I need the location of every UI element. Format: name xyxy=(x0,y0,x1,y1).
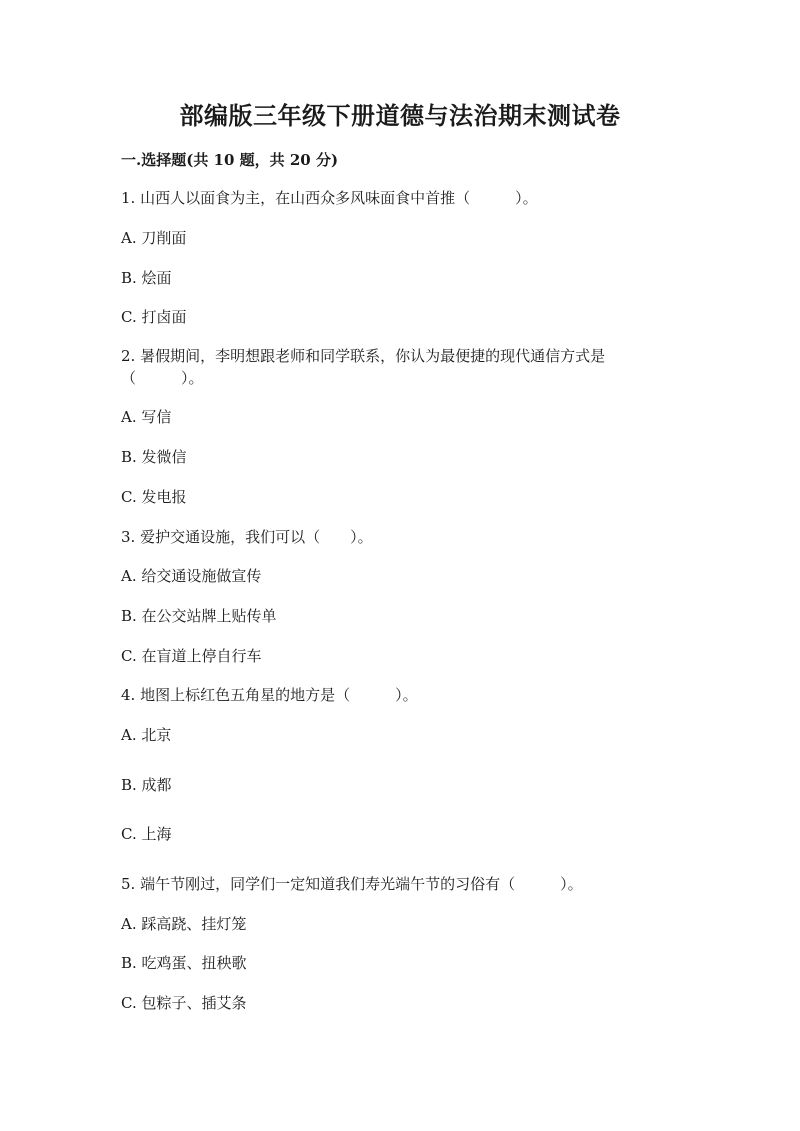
question-2-stem: 2. 暑假期间，李明想跟老师和同学联系，你认为最便捷的现代通信方式是（ ）。 xyxy=(121,347,606,387)
question-3-option-a: A. 给交通设施做宣传 xyxy=(121,567,262,585)
question-2-option-c: C. 发电报 xyxy=(121,488,187,506)
question-4-option-a: A. 北京 xyxy=(121,726,172,744)
question-3-option-b: B. 在公交站牌上贴传单 xyxy=(121,607,277,625)
question-1-option-a: A. 刀削面 xyxy=(121,229,187,247)
section-heading: 一.选择题(共 10 题，共 20 分) xyxy=(121,151,339,169)
question-5-option-c: C. 包粽子、插艾条 xyxy=(121,994,247,1012)
question-5-stem: 5. 端午节刚过，同学们一定知道我们寿光端午节的习俗有（ ）。 xyxy=(121,875,583,893)
question-4-stem: 4. 地图上标红色五角星的地方是（ ）。 xyxy=(121,686,418,704)
question-1-option-c: C. 打卤面 xyxy=(121,308,187,326)
question-4-option-b: B. 成都 xyxy=(121,776,172,794)
question-1-stem: 1. 山西人以面食为主，在山西众多风味面食中首推（ ）。 xyxy=(121,189,538,207)
question-2-option-a: A. 写信 xyxy=(121,408,172,426)
question-2-option-b: B. 发微信 xyxy=(121,448,187,466)
question-4-option-c: C. 上海 xyxy=(121,825,172,843)
page-title: 部编版三年级下册道德与法治期末测试卷 xyxy=(179,101,621,130)
question-3-option-c: C. 在盲道上停自行车 xyxy=(121,647,262,665)
question-3-stem: 3. 爱护交通设施，我们可以（ ）。 xyxy=(121,528,373,546)
question-5-option-b: B. 吃鸡蛋、扭秧歌 xyxy=(121,954,247,972)
question-1-option-b: B. 烩面 xyxy=(121,269,172,287)
question-5-option-a: A. 踩高跷、挂灯笼 xyxy=(121,915,247,933)
